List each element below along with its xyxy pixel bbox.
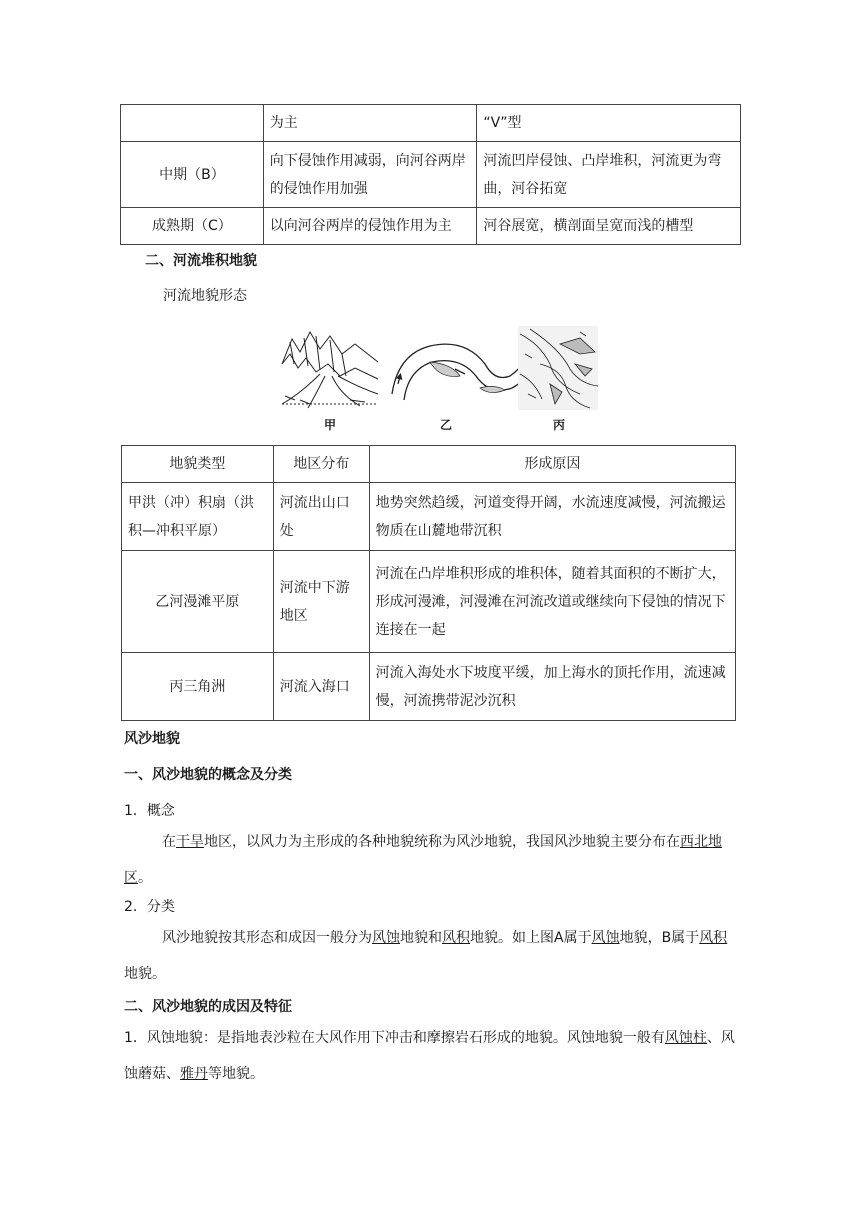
table-cell [121,105,264,142]
deposit-landform-table [121,445,736,721]
table-header-cell: 形成原因 [369,446,735,483]
table-cell: 甲洪（冲）积扇（洪积—冲积平原） [122,483,274,551]
paragraph-wind-erosion: 1．风蚀地貌：是指地表沙粒在大风作用下冲击和摩擦岩石形成的地貌。风蚀地貌一般有风蚀柱、风蚀蘑菇、雅丹等地貌。 [124,1030,735,1082]
delta-image [518,326,598,410]
section-heading: 二、河流堆积地貌 [145,253,257,269]
underlined-term: 西北地区 [124,834,722,886]
table-cell: 丙三角洲 [122,653,274,721]
figure-label: 乙 [440,418,453,432]
table-header-cell: 地貌类型 [122,446,274,483]
underlined-term: 风蚀 [372,930,400,946]
paragraph-concept: 在干旱地区，以风力为主形成的各种地貌统称为风沙地貌，我国风沙地貌主要分布在西北地区。 [124,834,722,886]
underlined-term: 干旱 [176,834,204,850]
table-cell: 河流入海口 [273,653,369,721]
table-cell: 河流出山口处 [273,483,369,551]
table-cell: 河流凹岸侵蚀、凸岸堆积，河流更为弯曲，河谷拓宽 [477,142,741,208]
section-heading: 二、风沙地貌的成因及特征 [124,999,292,1015]
meander-image [392,344,530,400]
table-cell: “V”型 [477,105,741,142]
figure-label: 丙 [553,418,566,432]
table-cell: 向下侵蚀作用减弱，向河谷两岸的侵蚀作用加强 [263,142,477,208]
table-cell: 成熟期（C） [121,208,264,245]
table-row [122,551,736,653]
underlined-term: 风积 [699,930,728,946]
table-cell: 乙河漫滩平原 [122,551,274,653]
table-row [121,208,741,245]
table-row [122,483,736,551]
paragraph-classification: 风沙地貌按其形态和成因一般分为风蚀地貌和风积地貌。如上图A属于风蚀地貌，B属于风积地貌。 [124,930,728,982]
underlined-term: 风蚀 [591,930,620,946]
underlined-term: 风积 [442,930,470,946]
table-header-row [122,446,736,483]
table-cell: 地势突然趋缓，河道变得开阔，水流速度减慢，河流搬运物质在山麓地带沉积 [369,483,735,551]
table-row [121,142,741,208]
section-heading: 一、风沙地貌的概念及分类 [124,767,292,783]
subheading: 2．分类 [124,899,175,915]
subheading: 1．概念 [124,803,175,819]
table-cell: 以向河谷两岸的侵蚀作用为主 [263,208,477,245]
underlined-term: 雅丹 [180,1066,208,1082]
table-cell: 河流入海处水下坡度平缓，加上海水的顶托作用，流速减慢，河流携带泥沙沉积 [369,653,735,721]
table-header-cell: 地区分布 [273,446,369,483]
table-cell: 河流中下游地区 [273,551,369,653]
alluvial-fan-image [282,332,378,408]
table-cell: 中期（B） [121,142,264,208]
figure-label: 甲 [324,418,337,432]
section-title: 风沙地貌 [124,731,180,747]
table-cell: 河流在凸岸堆积形成的堆积体，随着其面积的不断扩大，形成河漫滩，河漫滩在河流改道或继续向下侵蚀的情况下连接在一起 [369,551,735,653]
figure-caption: 河流地貌形态 [163,288,247,304]
table-cell: 为主 [263,105,477,142]
underlined-term: 风蚀柱 [664,1030,707,1046]
table-row [121,105,741,142]
erosion-stage-table [120,104,741,245]
table-row [122,653,736,721]
table-cell: 河谷展宽，横剖面呈宽而浅的槽型 [477,208,741,245]
